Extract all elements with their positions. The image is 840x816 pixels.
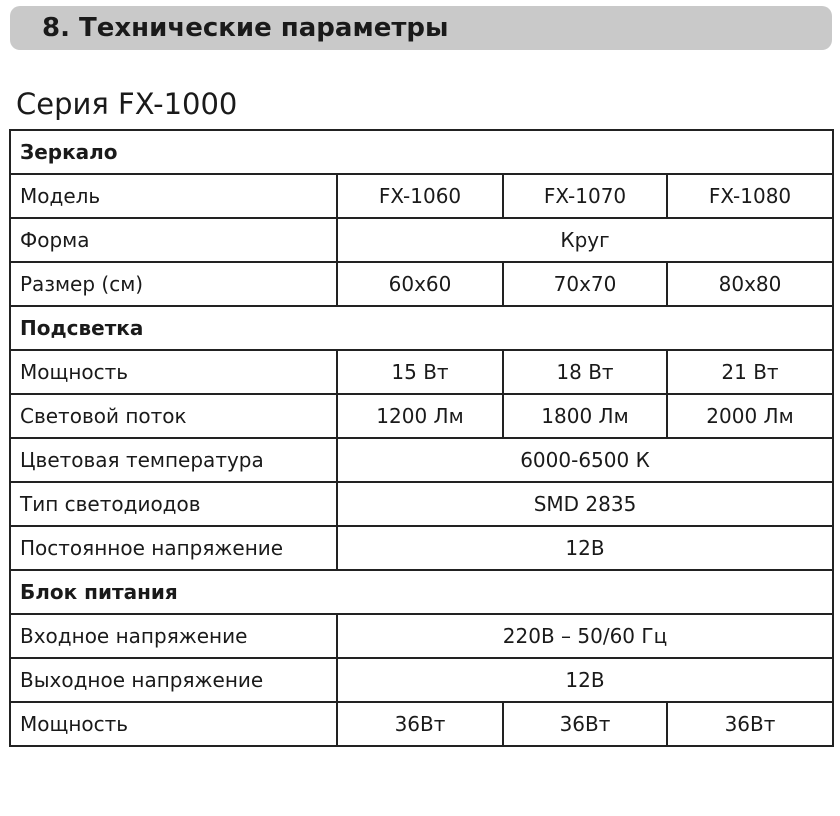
row-label: Световой поток (10, 394, 337, 438)
cell-value: 18 Вт (503, 350, 667, 394)
table-row-dc-voltage (10, 526, 833, 570)
cell-value: 6000-6500 К (337, 438, 833, 482)
table-row-shape (10, 218, 833, 262)
row-label: Размер (см) (10, 262, 337, 306)
table-row-size (10, 262, 833, 306)
cell-value: FX-1070 (503, 174, 667, 218)
cell-value: 1200 Лм (337, 394, 503, 438)
cell-value: 80х80 (667, 262, 833, 306)
row-label: Цветовая температура (10, 438, 337, 482)
table-row-model (10, 174, 833, 218)
group-label-light: Подсветка (10, 306, 833, 350)
cell-value: SMD 2835 (337, 482, 833, 526)
row-label: Мощность (10, 702, 337, 746)
series-title: Серия FX-1000 (16, 87, 238, 121)
group-row-psu (10, 570, 833, 614)
cell-value: 21 Вт (667, 350, 833, 394)
cell-value: 60х60 (337, 262, 503, 306)
group-label-mirror: Зеркало (10, 130, 833, 174)
cell-value: FX-1060 (337, 174, 503, 218)
group-label-psu: Блок питания (10, 570, 833, 614)
row-label: Входное напряжение (10, 614, 337, 658)
cell-value: 36Вт (667, 702, 833, 746)
spec-table (9, 129, 834, 747)
section-header (10, 6, 832, 50)
table-row-color-temp (10, 438, 833, 482)
cell-value: 1800 Лм (503, 394, 667, 438)
cell-value: 2000 Лм (667, 394, 833, 438)
row-label: Выходное напряжение (10, 658, 337, 702)
section-title: 8. Технические параметры (42, 13, 449, 43)
table-row-flux (10, 394, 833, 438)
row-label: Тип светодиодов (10, 482, 337, 526)
table-row-power (10, 350, 833, 394)
row-label: Форма (10, 218, 337, 262)
row-label: Постоянное напряжение (10, 526, 337, 570)
cell-value: 12В (337, 658, 833, 702)
cell-value: 36Вт (503, 702, 667, 746)
row-label: Мощность (10, 350, 337, 394)
table-row-led-type (10, 482, 833, 526)
cell-value: 15 Вт (337, 350, 503, 394)
group-row-light (10, 306, 833, 350)
cell-value: FX-1080 (667, 174, 833, 218)
cell-value: Круг (337, 218, 833, 262)
cell-value: 36Вт (337, 702, 503, 746)
cell-value: 220В – 50/60 Гц (337, 614, 833, 658)
table-row-psu-power (10, 702, 833, 746)
cell-value: 12В (337, 526, 833, 570)
row-label: Модель (10, 174, 337, 218)
table-row-output-voltage (10, 658, 833, 702)
cell-value: 70х70 (503, 262, 667, 306)
group-row-mirror (10, 130, 833, 174)
table-row-input-voltage (10, 614, 833, 658)
